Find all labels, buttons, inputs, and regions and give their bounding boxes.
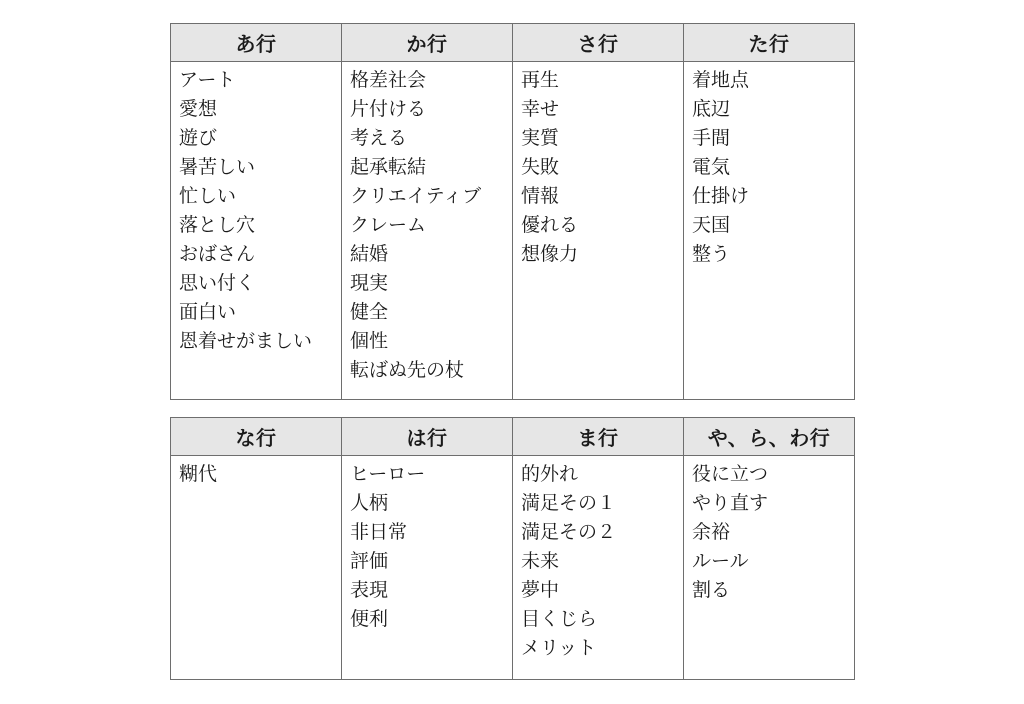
- word-item: 現実: [350, 272, 389, 294]
- word-item: 面白い: [179, 301, 237, 323]
- word-item: 割る: [692, 579, 731, 601]
- word-item: 表現: [350, 579, 389, 601]
- header-row: [171, 24, 855, 62]
- word-column-sa: [513, 62, 684, 400]
- word-item: 遊び: [179, 127, 218, 149]
- word-column-ha: [342, 456, 513, 680]
- header-na-row: な行: [171, 418, 342, 456]
- word-item: 失敗: [521, 156, 560, 178]
- kana-table-1: [170, 23, 855, 400]
- word-item: 人柄: [350, 492, 389, 514]
- word-row: [171, 456, 855, 680]
- word-item: 評価: [350, 550, 389, 572]
- word-item: 非日常: [350, 521, 408, 543]
- word-column-ta: [684, 62, 855, 400]
- word-item: メリット: [521, 637, 597, 659]
- header-ka-row: か行: [342, 24, 513, 62]
- word-item: 実質: [521, 127, 560, 149]
- word-item: 的外れ: [521, 463, 579, 485]
- word-item: 転ばぬ先の杖: [350, 359, 465, 381]
- header-ya-ra-wa-row: や、ら、わ行: [684, 418, 855, 456]
- header-ma-row: ま行: [513, 418, 684, 456]
- word-item: 目くじら: [521, 608, 598, 630]
- word-item: 再生: [521, 69, 560, 91]
- word-column-na: [171, 456, 342, 680]
- word-item: 結婚: [350, 243, 389, 265]
- word-item: 格差社会: [350, 69, 427, 91]
- word-column-ma: [513, 456, 684, 680]
- word-item: ヒーロー: [350, 463, 426, 485]
- word-item: 着地点: [692, 69, 750, 91]
- word-item: 手間: [692, 127, 731, 149]
- header-sa-row: さ行: [513, 24, 684, 62]
- word-item: やり直す: [692, 492, 769, 514]
- word-item: 考える: [350, 127, 408, 149]
- word-item: 幸せ: [521, 98, 560, 120]
- word-item: 仕掛け: [692, 185, 750, 207]
- word-item: 余裕: [692, 521, 731, 543]
- word-column-a: [171, 62, 342, 400]
- header-ha-row: は行: [342, 418, 513, 456]
- word-item: 底辺: [692, 98, 731, 120]
- word-item: 情報: [521, 185, 560, 207]
- word-item: 暑苦しい: [179, 156, 256, 178]
- word-item: 満足その１: [521, 492, 617, 514]
- word-item: 愛想: [179, 98, 218, 120]
- word-item: 健全: [350, 301, 389, 323]
- header-row: [171, 418, 855, 456]
- word-item: 片付ける: [350, 98, 427, 120]
- word-item: 起承転結: [350, 156, 427, 178]
- word-item: 満足その２: [521, 521, 617, 543]
- kana-table-2: [170, 417, 855, 680]
- word-item: ルール: [692, 550, 749, 572]
- word-item: 落とし穴: [179, 214, 256, 236]
- word-item: 便利: [350, 608, 389, 630]
- word-item: 恩着せがましい: [179, 330, 313, 352]
- word-column-ka: [342, 62, 513, 400]
- word-item: 優れる: [521, 214, 579, 236]
- word-item: 夢中: [521, 579, 560, 601]
- word-item: クリエイティブ: [350, 185, 482, 207]
- word-column-ya-ra-wa: [684, 456, 855, 680]
- word-item: 天国: [692, 214, 731, 236]
- header-a-row: あ行: [171, 24, 342, 62]
- word-item: 個性: [350, 330, 389, 352]
- word-item: 糊代: [179, 463, 218, 485]
- word-item: アート: [179, 69, 236, 91]
- word-item: 整う: [692, 243, 731, 265]
- word-item: 電気: [692, 156, 731, 178]
- header-ta-row: た行: [684, 24, 855, 62]
- word-item: クレーム: [350, 214, 427, 236]
- word-row: [171, 62, 855, 400]
- word-item: おばさん: [179, 243, 256, 265]
- word-item: 未来: [521, 550, 560, 572]
- word-item: 役に立つ: [692, 463, 769, 485]
- word-item: 忙しい: [179, 185, 237, 207]
- word-item: 想像力: [521, 243, 579, 265]
- word-item: 思い付く: [179, 272, 256, 294]
